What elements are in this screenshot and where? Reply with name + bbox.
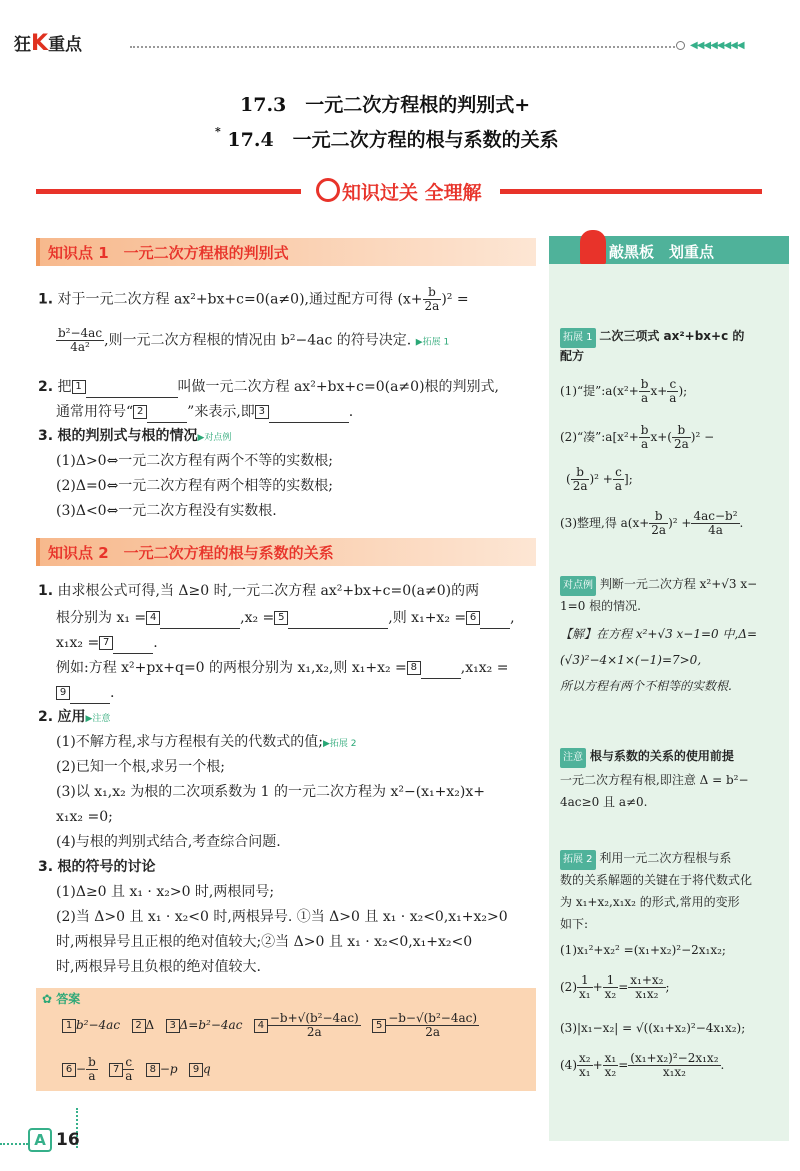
answer-head: ✿ 答案	[42, 992, 81, 1006]
sb-x2-a: 拓展 2 利用一元二次方程根与系	[560, 848, 731, 870]
banner-bar-right	[500, 189, 762, 194]
footer-dotted-line	[0, 1143, 28, 1145]
page-title-line1: 17.3 一元二次方程根的判别式+	[240, 94, 531, 116]
s2-q1-line3: x₁x₂ = 7 .	[56, 631, 158, 654]
s2-q3-4: 时,两根异号且负根的绝对值较大.	[56, 959, 261, 975]
sb-x2-b: 数的关系解题的关键在于将代数式化	[560, 873, 753, 887]
s2-q3-2: (2)当 Δ>0 且 x₁ · x₂<0 时,两根异号. ①当 Δ>0 且 x₁ · x₂<0,x₁+x₂>0	[56, 909, 508, 925]
header-circle-icon	[676, 41, 685, 50]
s1-p1-line1: 1. 对于一元二次方程 ax²+bx+c=0(a≠0),通过配方可得 (x+ $\frac{b}{2a}$ )² =	[38, 285, 469, 313]
sb-note-head: 注意 根与系数的关系的使用前提	[560, 746, 734, 768]
answer-row-1: 1 b²−4ac 2 Δ 3 Δ=b²−4ac 4 $\frac{\text{−b+√(b²−4ac)}}{2a}$ 5 $\frac{\text{−b−√(b²−4ac)}}{2a}$	[62, 1012, 479, 1039]
sb-sol-b: (√3)²−4×1×(−1)=7>0,	[560, 653, 702, 667]
section-head-2: 知识点 2 一元二次方程的根与系数的关系	[36, 538, 536, 566]
s1-p1-line2: $\frac{\text{b²−4ac}}{\text{4a²}}$ ,则一元二次方程根的情况由 b²−4ac 的符号决定. ▶拓展 1	[58, 326, 450, 354]
s1-p2-line1: 2. 把 1 叫做一元二次方程 ax²+bx+c=0(a≠0)根的判别式,	[38, 375, 499, 398]
answer-row-2: 6 − $\frac{b}{a}$ 7 $\frac{c}{a}$ 8 −p 9 q	[62, 1056, 211, 1083]
sb-x2-4: (4) $\frac{\text{x₂}}{\text{x₁}}$ + $\frac{\text{x₁}}{\text{x₂}}$ = $\frac{\text{(x₁+x₂)²−2x₁x₂}}{\text{x₁x₂}}$ .	[560, 1051, 725, 1079]
bulb-icon: ✿	[42, 992, 53, 1006]
s2-q2-1: (1)不解方程,求与方程根有关的代数式的值;▶拓展 2	[56, 734, 357, 750]
s1-p3-3: (3)Δ<0⇔一元二次方程没有实数根.	[56, 503, 277, 519]
s1-p3-1: (1)Δ>0⇔一元二次方程有两个不等的实数根;	[56, 453, 334, 469]
sb-x1-2: (2)“凑”:a[x²+ $\frac{b}{a}$ x+( $\frac{b}{2a}$ )² −	[560, 423, 715, 451]
s2-q2-3b: x₁x₂ =0;	[56, 809, 113, 825]
s2-q2-2: (2)已知一个根,求另一个根;	[56, 759, 225, 775]
sb-x2-3: (3)|x₁−x₂| = √((x₁+x₂)²−4x₁x₂);	[560, 1021, 746, 1035]
sb-x1-2b: ( $\frac{b}{2a}$ )² + $\frac{c}{a}$ ];	[566, 465, 633, 493]
s1-p3-head: 3. 根的判别式与根的情况▶对点例	[38, 428, 232, 444]
s2-q1-line2: 根分别为 x₁ = 4 ,x₂ = 5 ,则 x₁+x₂ = 6 ,	[56, 606, 515, 629]
s1-p3-2: (2)Δ=0⇔一元二次方程有两个相等的实数根;	[56, 478, 334, 494]
s2-q2-3: (3)以 x₁,x₂ 为根的二次项系数为 1 的一元二次方程为 x²−(x₁+x₂)x+	[56, 784, 485, 800]
page-number: 16	[56, 1130, 80, 1150]
sb-x2-1: (1)x₁²+x₂² =(x₁+x₂)²−2x₁x₂;	[560, 943, 726, 957]
sb-sol-a: 【解】在方程 x²+√3 x−1=0 中,Δ=	[560, 627, 758, 641]
header-dotted-line	[130, 46, 675, 48]
teacher-figure-icon	[580, 230, 606, 264]
header-logo: 狂K重点	[14, 31, 83, 56]
sb-x1-head: 拓展 1 二次三项式 ax²+bx+c 的	[560, 326, 744, 348]
sb-sol-c: 所以方程有两个不相等的实数根.	[560, 679, 732, 693]
s2-q2-head: 2. 应用▶注意	[38, 709, 111, 725]
sb-x1-3: (3)整理,得 a(x+ $\frac{b}{2a}$ )² + $\frac{\text{4ac−b²}}{4a}$ .	[560, 509, 744, 537]
sb-ex-a: 对点例 判断一元二次方程 x²+√3 x−	[560, 574, 757, 596]
sb-x2-c: 为 x₁+x₂,x₁x₂ 的形式,常用的变形	[560, 895, 740, 909]
footer-a-icon: A	[28, 1128, 52, 1152]
sb-note-b: 4ac≥0 且 a≠0.	[560, 795, 648, 809]
sb-x1-head2: 配方	[560, 349, 585, 363]
s2-q3-head: 3. 根的符号的讨论	[38, 859, 156, 875]
sb-x2-2: (2) $\frac{1}{\text{x₁}}$ + $\frac{1}{\text{x₂}}$ = $\frac{\text{x₁+x₂}}{\text{x₁x₂}}$ ;	[560, 973, 670, 1001]
header-arrows-icon: ◀◀◀◀◀◀◀◀	[690, 40, 744, 51]
sb-x1-1: (1)“提”:a(x²+ $\frac{b}{a}$ x+ $\frac{c}{a}$ );	[560, 377, 688, 405]
s1-p2-line2: 通常用符号“ 2 ”来表示,即 3 .	[56, 400, 353, 423]
s2-q3-3: 时,两根异号且正根的绝对值较大;②当 Δ>0 且 x₁ · x₂<0,x₁+x₂<0	[56, 934, 473, 950]
section-head-1: 知识点 1 一元二次方程根的判别式	[36, 238, 536, 266]
s2-q1-line1: 1. 由求根公式可得,当 Δ≥0 时,一元二次方程 ax²+bx+c=0(a≠0)的两	[38, 583, 480, 599]
sidebar-head: 敲黑板 划重点	[549, 236, 789, 264]
sb-x2-d: 如下:	[560, 917, 589, 931]
s2-q1-line5: 9 .	[56, 681, 114, 704]
s2-q1-line4: 例如:方程 x²+px+q=0 的两根分别为 x₁,x₂,则 x₁+x₂ = 8 ,x₁x₂ =	[56, 656, 508, 679]
banner-title: 知识过关 全理解	[342, 182, 482, 204]
s2-q3-1: (1)Δ≥0 且 x₁ · x₂>0 时,两根同号;	[56, 884, 275, 900]
page-title-line2: * 17.4 一元二次方程的根与系数的关系	[215, 125, 559, 151]
sb-ex-b: 1=0 根的情况.	[560, 599, 641, 613]
sb-note-a: 一元二次方程有根,即注意 Δ = b²−	[560, 773, 749, 787]
banner-bar-left	[36, 189, 301, 194]
s2-q2-4: (4)与根的判别式结合,考查综合问题.	[56, 834, 281, 850]
